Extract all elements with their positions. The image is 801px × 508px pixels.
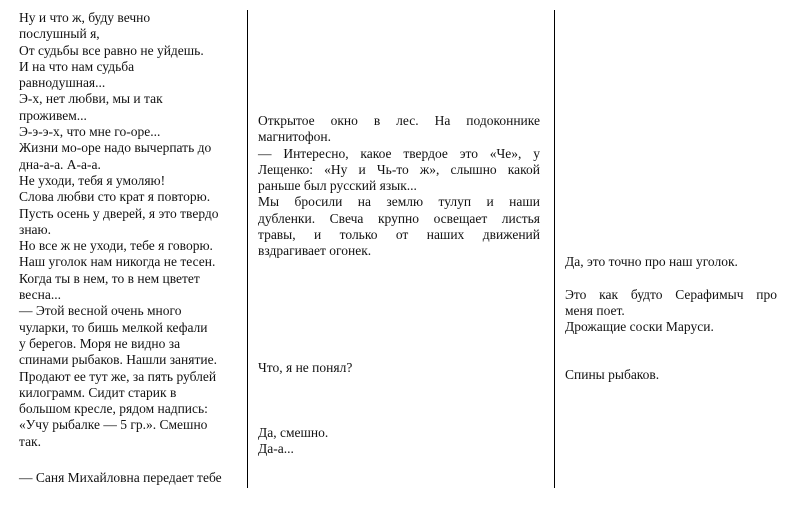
paragraph-line: Лещенко: «Ну и Чь-то ж», слышно какой	[258, 161, 540, 177]
verse-line: Э-э-э-х, что мне го-оре...	[19, 124, 161, 140]
column-divider-left	[247, 10, 248, 488]
verse-line: Э-х, нет любви, мы и так	[19, 91, 163, 107]
paragraph-line: дубленки. Свеча крупно освещает листья	[258, 210, 540, 226]
verse-line: Пусть осень у дверей, я это твердо	[19, 205, 219, 221]
column-divider-right	[554, 10, 555, 488]
verse-line: весна...	[19, 287, 61, 303]
verse-line: Наш уголок нам никогда не тесен.	[19, 254, 216, 270]
right-column-text	[565, 254, 777, 335]
right-line: Спины рыбаков.	[565, 367, 660, 382]
right-column-closing	[565, 367, 777, 383]
paragraph-line: — Интересно, какое твердое это «Че», у	[258, 145, 540, 161]
verse-line: Ну и что ж, буду вечно	[19, 10, 151, 25]
story-line: — Этой весной очень много	[19, 303, 182, 319]
paragraph-line: Мы бросили на землю тулуп и наши	[258, 194, 540, 210]
story-line: Продают ее тут же, за пять рублей	[19, 368, 217, 384]
paragraph-line: Открытое окно в лес. На подоконнике	[258, 113, 540, 128]
story-line: килограмм. Сидит старик в	[19, 384, 177, 400]
question-line: Что, я не понял?	[258, 360, 353, 375]
verse-line: проживем...	[19, 107, 87, 123]
paragraph-line: вздрагивает огонек.	[258, 243, 372, 259]
verse-line: равнодушная...	[19, 75, 106, 91]
verse-line: От судьбы все равно не уйдешь.	[19, 42, 204, 58]
verse-line: И на что нам судьба	[19, 58, 135, 74]
answer-line: Да-а...	[258, 441, 294, 457]
story-line: большом кресле, рядом надпись:	[19, 401, 208, 417]
verse-line: Когда ты в нем, то в нем цветет	[19, 270, 200, 286]
right-line: Это как будто Серафимыч про	[565, 286, 777, 302]
closing-line: — Саня Михайловна передает тебе	[19, 470, 222, 485]
right-line: Дрожащие соски Маруси.	[565, 319, 714, 335]
middle-column-paragraph	[258, 113, 540, 260]
story-line: спинами рыбаков. Нашли занятие.	[19, 352, 217, 368]
right-line: Да, это точно про наш уголок.	[565, 254, 738, 269]
verse-line: послушный я,	[19, 26, 100, 42]
paragraph-line: раньше был русский язык...	[258, 178, 417, 194]
story-line: так.	[19, 433, 41, 449]
paragraph-line: магнитофон.	[258, 129, 331, 145]
left-column-text	[19, 10, 237, 450]
middle-column-answer	[258, 425, 540, 458]
verse-line: знаю.	[19, 221, 52, 237]
story-line: «Учу рыбалке — 5 гр.». Смешно	[19, 417, 208, 433]
verse-line: дна-а-а. А-а-а.	[19, 156, 101, 172]
answer-line: Да, смешно.	[258, 425, 329, 440]
right-line: меня поет.	[565, 302, 625, 318]
left-column-closing	[19, 470, 239, 486]
verse-line: Жизни мо-оре надо вычерпать до	[19, 140, 212, 156]
verse-line: Но все ж не уходи, тебе я говорю.	[19, 238, 213, 254]
paragraph-line: травы, и только от наших движений	[258, 227, 540, 243]
verse-line: Слова любви сто крат я повторю.	[19, 189, 211, 205]
verse-line: Не уходи, тебя я умоляю!	[19, 172, 166, 188]
story-line: чуларки, то бишь мелкой кефали	[19, 319, 208, 335]
middle-column-question	[258, 360, 540, 376]
story-line: у берегов. Моря не видно за	[19, 335, 181, 351]
